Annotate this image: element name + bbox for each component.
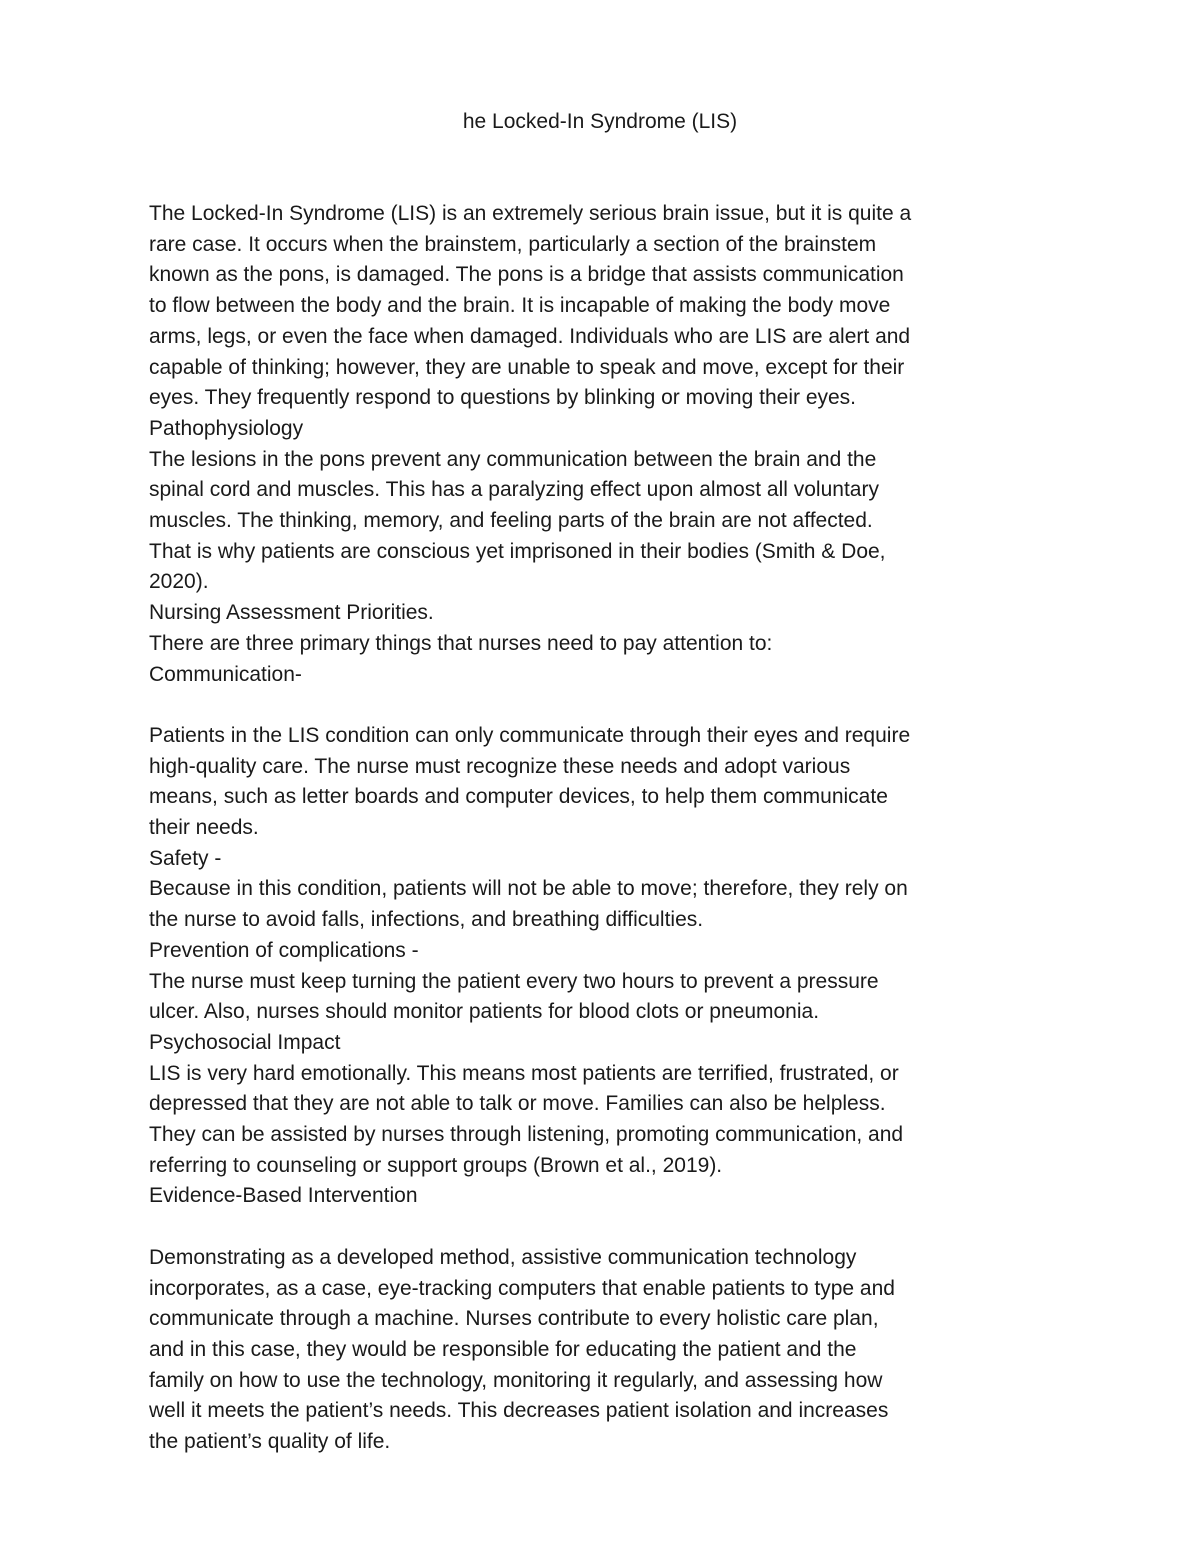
- text-line: incorporates, as a case, eye-tracking computers that enable patients to type and: [149, 1276, 895, 1300]
- text-line: There are three primary things that nurses need to pay attention to:: [149, 631, 773, 655]
- text-line: Nursing Assessment Priorities.: [149, 601, 434, 625]
- text-line: Safety -: [149, 846, 222, 870]
- text-line: family on how to use the technology, monitoring it regularly, and assessing how: [149, 1368, 883, 1392]
- text-line: the patient’s quality of life.: [149, 1430, 391, 1454]
- text-line: rare case. It occurs when the brainstem, particularly a section of the brainstem: [149, 232, 877, 256]
- text-line: Pathophysiology: [149, 416, 304, 440]
- text-line: LIS is very hard emotionally. This means most patients are terrified, frustrated, or: [149, 1061, 899, 1085]
- text-line: Communication-: [149, 662, 302, 686]
- text-line: That is why patients are conscious yet imprisoned in their bodies (Smith & Doe,: [149, 539, 886, 563]
- text-line: depressed that they are not able to talk or move. Families can also be helpless.: [149, 1092, 886, 1116]
- text-line: means, such as letter boards and computer devices, to help them communicate: [149, 785, 888, 809]
- text-line: their needs.: [149, 816, 259, 840]
- document-title: he Locked-In Syndrome (LIS): [462, 110, 738, 133]
- text-line: ulcer. Also, nurses should monitor patients for blood clots or pneumonia.: [149, 1000, 820, 1024]
- blank-line: [149, 1212, 1054, 1243]
- text-line: Demonstrating as a developed method, assistive communication technology: [149, 1245, 857, 1269]
- text-line: muscles. The thinking, memory, and feeling parts of the brain are not affected.: [149, 509, 873, 533]
- text-line: Psychosocial Impact: [149, 1030, 341, 1054]
- text-line: to flow between the body and the brain. It is incapable of making the body move: [149, 294, 891, 318]
- text-line: communicate through a machine. Nurses contribute to every holistic care plan,: [149, 1307, 879, 1331]
- document-body: [149, 199, 1054, 1458]
- text-line: well it meets the patient’s needs. This decreases patient isolation and increases: [149, 1399, 889, 1423]
- text-line: The Locked-In Syndrome (LIS) is an extremely serious brain issue, but it is quite a: [149, 202, 912, 225]
- text-line: spinal cord and muscles. This has a paralyzing effect upon almost all voluntary: [149, 478, 879, 502]
- text-line: eyes. They frequently respond to questions by blinking or moving their eyes.: [149, 386, 857, 410]
- text-line: The lesions in the pons prevent any communication between the brain and the: [149, 447, 877, 471]
- text-line: capable of thinking; however, they are unable to speak and move, except for their: [149, 355, 905, 379]
- text-line: known as the pons, is damaged. The pons is a bridge that assists communication: [149, 263, 904, 287]
- text-line: Evidence-Based Intervention: [149, 1184, 418, 1208]
- text-line: and in this case, they would be responsible for educating the patient and the: [149, 1337, 857, 1361]
- text-line: Prevention of complications -: [149, 938, 419, 962]
- text-line: referring to counseling or support groups (Brown et al., 2019).: [149, 1153, 723, 1177]
- text-line: Because in this condition, patients will not be able to move; therefore, they rely on: [149, 877, 908, 901]
- text-line: arms, legs, or even the face when damaged. Individuals who are LIS are alert and: [149, 324, 911, 348]
- text-line: high-quality care. The nurse must recognize these needs and adopt various: [149, 754, 851, 778]
- text-line: 2020).: [149, 570, 209, 594]
- text-line: The nurse must keep turning the patient every two hours to prevent a pressure: [149, 969, 879, 993]
- blank-line: [149, 690, 1054, 721]
- text-line: the nurse to avoid falls, infections, and breathing difficulties.: [149, 908, 704, 932]
- text-line: Patients in the LIS condition can only communicate through their eyes and require: [149, 723, 911, 747]
- text-line: They can be assisted by nurses through listening, promoting communication, and: [149, 1123, 904, 1147]
